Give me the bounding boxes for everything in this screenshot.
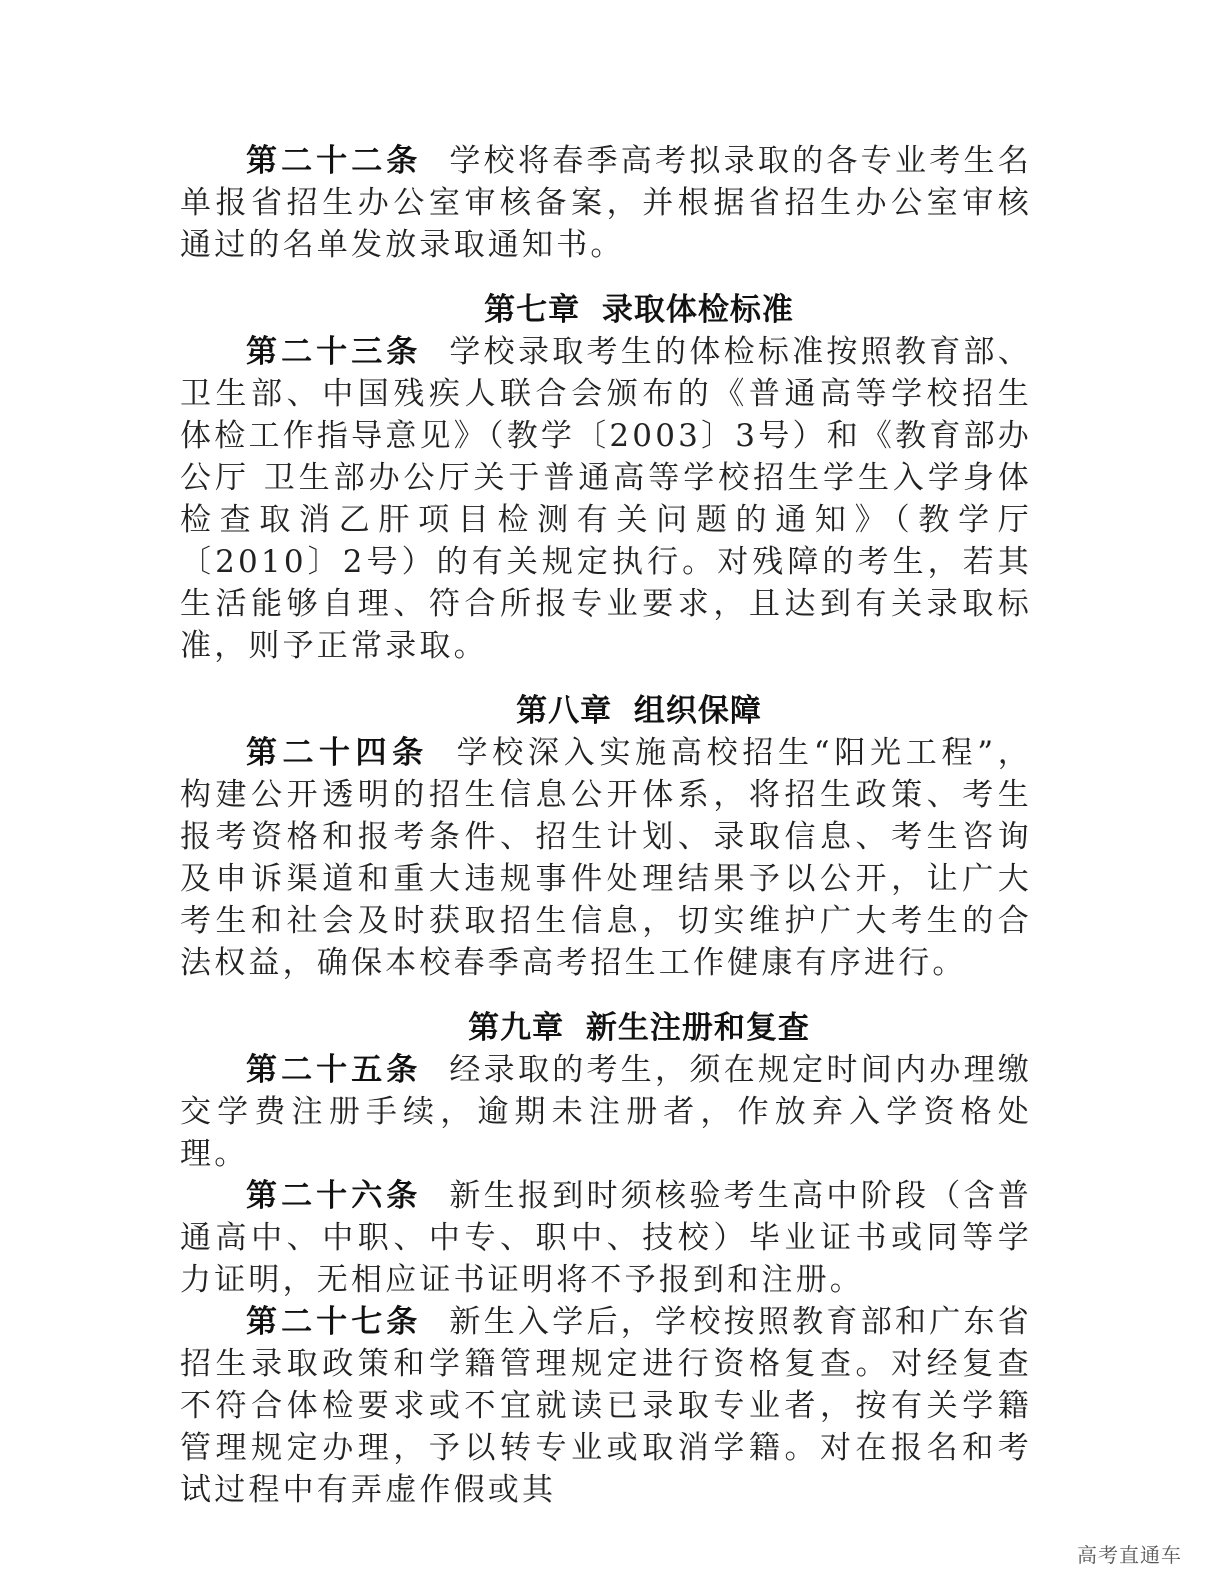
article-text: 新生入学后，学校按照教育部和广东省招生录取政策和学籍管理规定进行资格复查。对经复查不符合体检要求或不宜就读已录取专业者，按有关学籍管理规定办理，予以转专业或取消学籍。对在报名和考试过程中有弄虚作假或其 bbox=[180, 1304, 1033, 1508]
article-24 bbox=[180, 732, 1032, 984]
article-text: 学校深入实施高校招生“阳光工程”，构建公开透明的招生信息公开体系，将招生政策、考生报考资格和报考条件、招生计划、录取信息、考生咨询及申诉渠道和重大违规事件处理结果予以公开，让广大考生和社会及时获取招生信息，切实维护广大考生的合法权益，确保本校春季高考招生工作健康有序进行。 bbox=[180, 735, 1032, 981]
article-text: 学校录取考生的体检标准按照教育部、卫生部、中国残疾人联合会颁布的《普通高等学校招生体检工作指导意见》（教学〔2003〕3号）和《教育部办公厅 卫生部办公厅关于普通高等学校招生学生入学身体检查取消乙肝项目检测有关问题的通知》（教学厅〔2010〕2号）的有关规定执行。对残障的考生，若其生活能够自理、符合所报专业要求，且达到有关录取标准，则予正常录取。 bbox=[180, 334, 1033, 664]
article-22 bbox=[180, 140, 1032, 266]
article-23 bbox=[180, 331, 1032, 667]
watermark-text: 高考直通车 bbox=[1077, 1543, 1182, 1567]
article-label: 第二十七条 bbox=[246, 1304, 422, 1340]
article-27 bbox=[180, 1301, 1032, 1511]
document-body bbox=[180, 140, 1032, 1511]
article-label: 第二十五条 bbox=[246, 1052, 422, 1088]
article-text: 经录取的考生，须在规定时间内办理缴交学费注册手续，逾期未注册者，作放弃入学资格处理。 bbox=[180, 1052, 1033, 1172]
section-gap bbox=[180, 667, 1032, 690]
article-25 bbox=[180, 1049, 1032, 1175]
article-label: 第二十六条 bbox=[246, 1178, 422, 1214]
article-26 bbox=[180, 1175, 1032, 1301]
article-label: 第二十二条 bbox=[246, 143, 422, 179]
article-text: 学校将春季高考拟录取的各专业考生名单报省招生办公室审核备案，并根据省招生办公室审核通过的名单发放录取通知书。 bbox=[180, 143, 1033, 263]
article-text: 新生报到时须核验考生高中阶段（含普通高中、中职、中专、职中、技校）毕业证书或同等学力证明，无相应证书证明将不予报到和注册。 bbox=[180, 1178, 1033, 1298]
chapter-9-title: 第九章 新生注册和复查 bbox=[468, 1010, 810, 1046]
chapter-8-title: 第八章 组织保障 bbox=[516, 693, 762, 729]
section-gap bbox=[180, 984, 1032, 1007]
article-label: 第二十三条 bbox=[246, 334, 422, 370]
chapter-7-title: 第七章 录取体检标准 bbox=[484, 292, 794, 328]
section-gap bbox=[180, 266, 1032, 289]
article-label: 第二十四条 bbox=[246, 735, 429, 771]
